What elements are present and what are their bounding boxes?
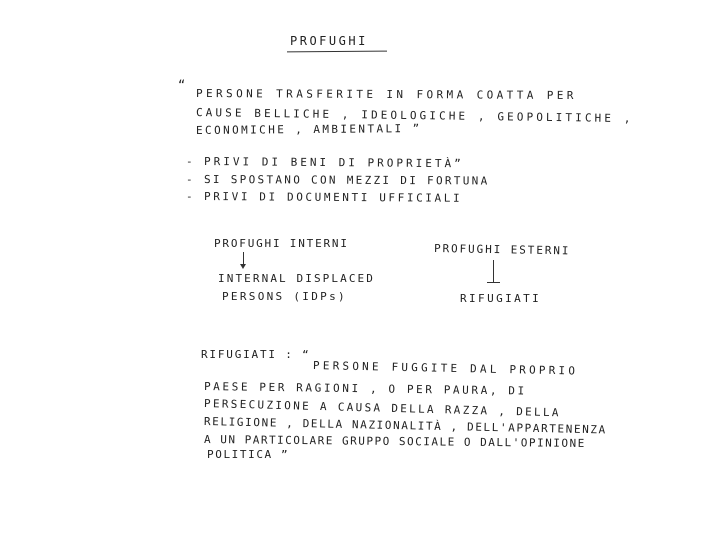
definition-line-1: PERSONE TRASFERITE IN FORMA COATTA PER — [195, 87, 577, 102]
right-arrow-bar — [487, 282, 500, 283]
left-branch-heading: PROFUGHI INTERNI — [214, 237, 349, 250]
rifugiati-line-5: A UN PARTICOLARE GRUPPO SOCIALE O DALL'OPINIONE — [203, 433, 586, 450]
bullet-text-1: PRIVI DI BENI DI PROPRIETÀ” — [203, 155, 464, 171]
rifugiati-line-4: RELIGIONE , DELLA NAZIONALITÀ , DELL'APPARTENENZA — [203, 415, 607, 437]
bullet-marker-1: - — [186, 155, 195, 168]
bullet-marker-2: - — [186, 173, 195, 186]
left-branch-target-line-1: INTERNAL DISPLACED — [218, 272, 376, 285]
rifugiati-line-3: PERSECUZIONE A CAUSA DELLA RAZZA , DELLA — [203, 397, 561, 420]
left-branch-target-line-2: PERSONS (IDPs) — [222, 290, 347, 303]
right-branch-heading: PROFUGHI ESTERNI — [433, 242, 571, 258]
rifugiati-label: RIFUGIATI : “ — [201, 348, 311, 361]
opening-quote: “ — [178, 78, 186, 92]
bullet-text-2: SI SPOSTANO CON MEZZI DI FORTUNA — [203, 173, 490, 188]
definition-line-3: ECONOMICHE , AMBIENTALI ” — [195, 122, 422, 137]
bullet-marker-3: - — [186, 190, 195, 203]
left-arrow-head — [240, 264, 246, 269]
definition-line-2: CAUSE BELLICHE , IDEOLOGICHE , GEOPOLITICHE , — [195, 106, 634, 126]
right-branch-target: RIFUGIATI — [460, 292, 542, 305]
title-underline — [287, 51, 387, 53]
right-arrow-shaft — [493, 260, 494, 282]
rifugiati-line-2: PAESE PER RAGIONI , O PER PAURA, DI — [203, 380, 527, 398]
bullet-text-3: PRIVI DI DOCUMENTI UFFICIALI — [203, 190, 463, 205]
rifugiati-line-1: PERSONE FUGGITE DAL PROPRIO — [312, 359, 579, 378]
rifugiati-line-6: POLITICA ” — [207, 448, 290, 461]
page-title: PROFUGHI — [290, 34, 368, 48]
